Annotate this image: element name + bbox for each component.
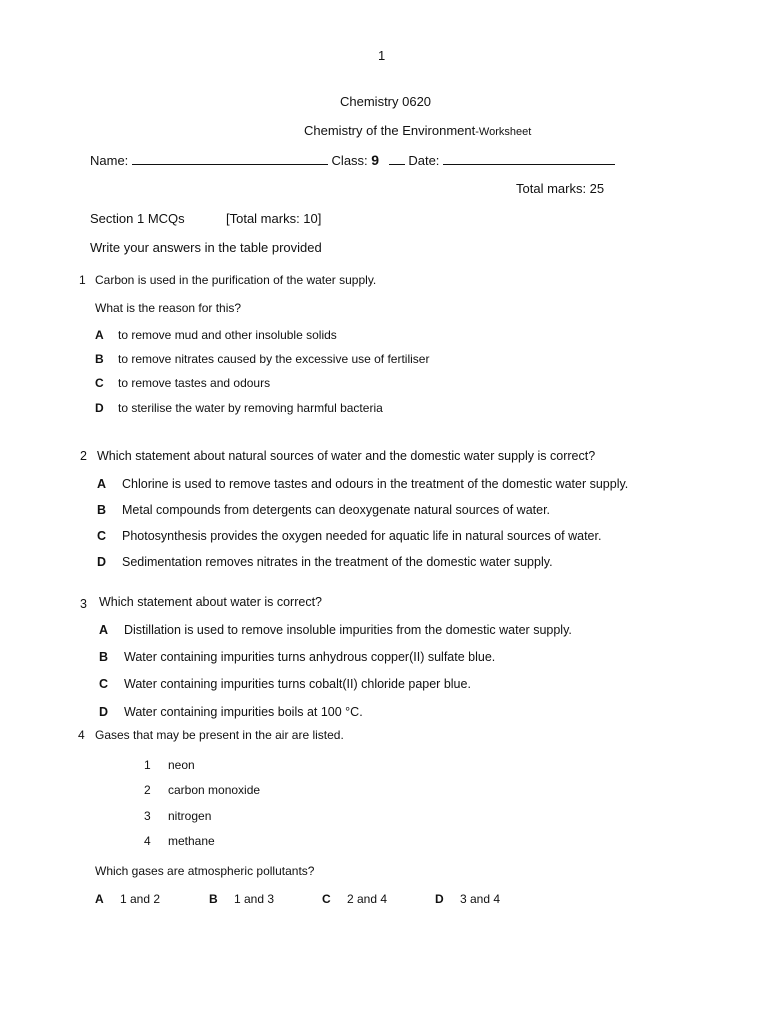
question-number: 2	[80, 449, 87, 463]
option-letter: B	[99, 650, 109, 664]
name-field[interactable]	[132, 152, 328, 165]
option-text[interactable]: Water containing impurities boils at 100 °C.	[124, 705, 363, 719]
gas-list-item: nitrogen	[168, 809, 212, 823]
option-letter: C	[99, 677, 109, 691]
option-text[interactable]: to remove tastes and odours	[118, 376, 271, 390]
section-instruction: Write your answers in the table provided	[90, 240, 322, 255]
option-text[interactable]: Water containing impurities turns anhydrous copper(II) sulfate blue.	[124, 650, 496, 664]
option-letter: C	[322, 892, 331, 906]
question-stem: Gases that may be present in the air are listed.	[95, 728, 344, 742]
option-letter: B	[209, 892, 218, 906]
section-marks: [Total marks: 10]	[226, 211, 322, 226]
gas-list-item: carbon monoxide	[168, 783, 261, 797]
option-letter: D	[97, 555, 107, 569]
option-text[interactable]: Metal compounds from detergents can deoxygenate natural sources of water.	[122, 503, 551, 517]
option-text[interactable]: Water containing impurities turns cobalt(II) chloride paper blue.	[124, 677, 471, 691]
name-label: Name:	[90, 153, 129, 168]
worksheet-title-main: Chemistry of the Environment	[304, 123, 476, 138]
gas-list-item: neon	[168, 758, 195, 772]
course-title: Chemistry 0620	[340, 94, 432, 109]
question-subprompt: Which gases are atmospheric pollutants?	[95, 864, 315, 878]
option-text[interactable]: to sterilise the water by removing harmful bacteria	[118, 401, 383, 415]
option-text[interactable]: 2 and 4	[347, 892, 388, 906]
question-stem: Which statement about water is correct?	[99, 595, 323, 609]
option-text[interactable]: 1 and 2	[120, 892, 161, 906]
option-text[interactable]: 1 and 3	[234, 892, 275, 906]
question-number: 3	[80, 597, 87, 611]
option-letter: B	[97, 503, 107, 517]
section-title: Section 1 MCQs	[90, 211, 185, 226]
option-text[interactable]: Chlorine is used to remove tastes and odours in the treatment of the domestic water supply.	[122, 477, 629, 491]
option-text[interactable]: to remove nitrates caused by the excessive use of fertiliser	[118, 352, 430, 366]
class-label: Class:	[331, 153, 368, 168]
option-letter: A	[95, 892, 104, 906]
question-number: 1	[79, 273, 86, 287]
question-subprompt: What is the reason for this?	[95, 301, 242, 315]
class-blank[interactable]	[389, 152, 405, 165]
option-text[interactable]: Sedimentation removes nitrates in the treatment of the domestic water supply.	[122, 555, 553, 569]
option-letter: B	[95, 352, 104, 366]
date-label: Date:	[408, 153, 440, 168]
option-letter: D	[99, 705, 109, 719]
option-letter: C	[95, 376, 104, 390]
gas-list-number: 4	[144, 834, 151, 848]
option-letter: D	[435, 892, 444, 906]
question-number: 4	[78, 728, 85, 742]
student-info-line	[90, 152, 615, 168]
class-value: 9	[371, 152, 380, 168]
date-field[interactable]	[443, 152, 615, 165]
option-letter: A	[95, 328, 104, 342]
question-stem: Carbon is used in the purification of the water supply.	[95, 273, 377, 287]
worksheet-title	[304, 123, 531, 138]
gas-list-number: 2	[144, 783, 151, 797]
worksheet-title-suffix: -Worksheet	[475, 126, 532, 138]
gas-list-number: 1	[144, 758, 151, 772]
option-text[interactable]: 3 and 4	[460, 892, 501, 906]
gas-list-number: 3	[144, 809, 151, 823]
option-letter: A	[97, 477, 107, 491]
option-text[interactable]: Distillation is used to remove insoluble impurities from the domestic water supply.	[124, 623, 572, 637]
option-text[interactable]: to remove mud and other insoluble solids	[118, 328, 337, 342]
option-text[interactable]: Photosynthesis provides the oxygen needed for aquatic life in natural sources of water.	[122, 529, 602, 543]
gas-list-item: methane	[168, 834, 215, 848]
option-letter: A	[99, 623, 109, 637]
total-marks: Total marks: 25	[516, 181, 605, 196]
question-stem: Which statement about natural sources of water and the domestic water supply is correct?	[97, 449, 596, 463]
option-letter: D	[95, 401, 104, 415]
page-number: 1	[378, 48, 386, 63]
option-letter: C	[97, 529, 107, 543]
